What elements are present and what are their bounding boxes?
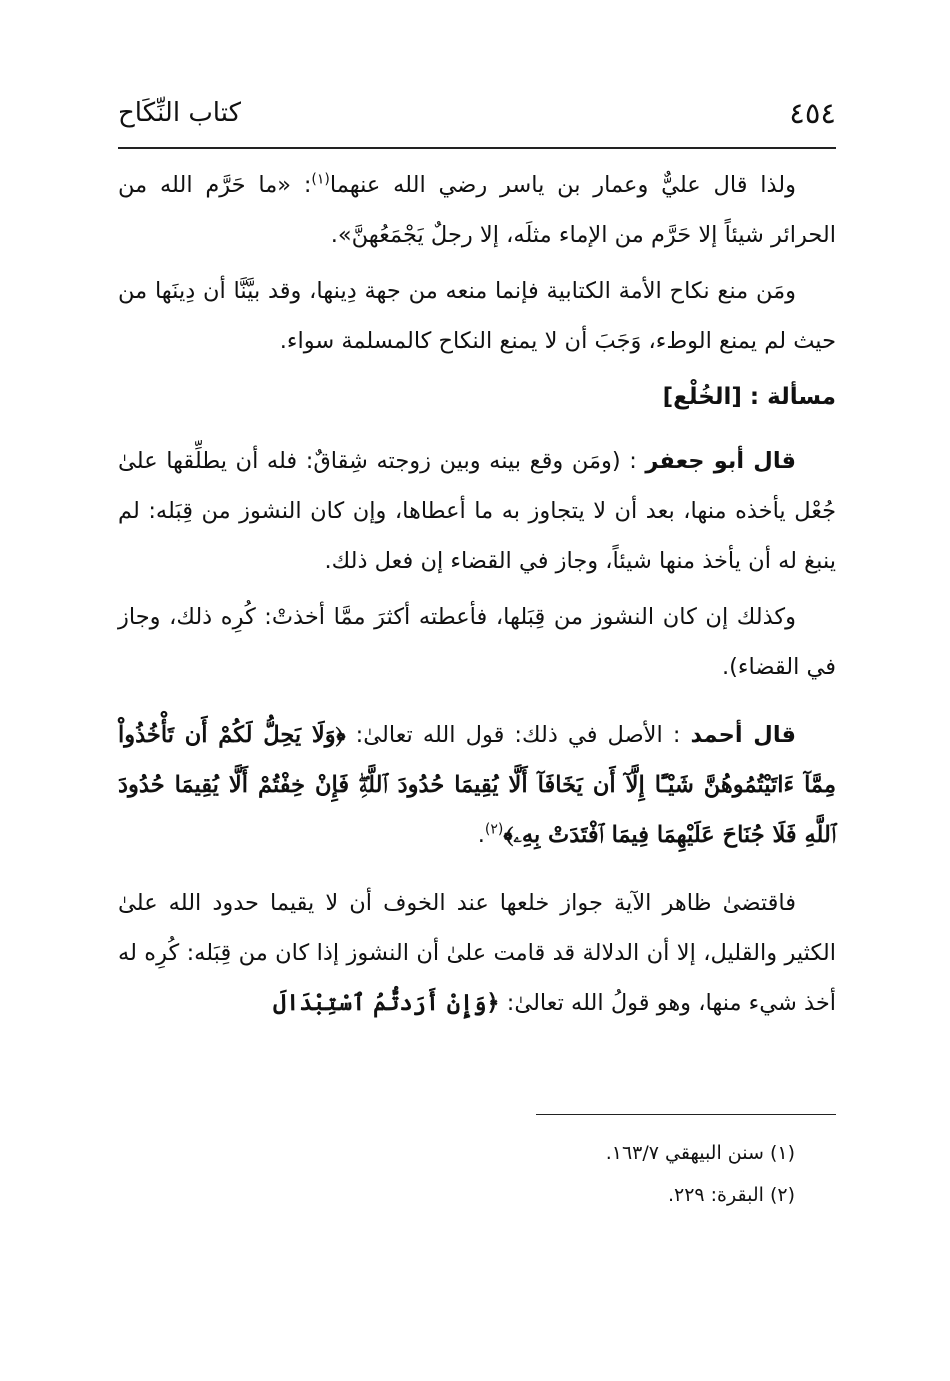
paragraph-5-text-b: . [477, 822, 485, 848]
quran-verse-2: ﴿وَإِنْ أَرَدتُّمُ ٱسْتِبْدَالَ [272, 990, 500, 1016]
paragraph-2: ومَن منع نكاح الأمة الكتابية فإنما منعه من جهة دِينها، وقد بيَّنَّا أن دِينَها من حيث لم يمنع الوطء، وَجَبَ أن لا يمنع النكاح كالمسلمة سواء. [118, 278, 836, 354]
quran-verse-1: ﴿وَلَا يَحِلُّ لَكُمْ أَن تَأْخُذُواْ مِمَّآ ءَاتَيْتُمُوهُنَّ شَيْـًٔا إِلَّآ أَن يَخَافَآ أَلَّا يُقِيمَا حُدُودَ ٱللَّهِۖ فَإِنْ خِفْتُمْ أَلَّا يُقِيمَا حُدُودَ ٱللَّهِ فَلَا جُنَاحَ عَلَيْهِمَا فِيمَا ٱفْتَدَتْ بِهِۦ﴾ [118, 722, 836, 848]
footnote-ref-2: (٢) [484, 821, 504, 838]
paragraph-5 [118, 710, 836, 860]
paragraph-5-text-a: : الأصل في ذلك: قول الله تعالىٰ: [355, 722, 681, 748]
main-text [118, 160, 836, 1028]
section-heading [118, 372, 836, 422]
heading-title: [الخُلْع] [662, 384, 742, 410]
speaker-ahmad: قال أحمد [690, 722, 797, 748]
paragraph-1 [118, 160, 836, 260]
page-header [118, 92, 836, 142]
footnotes [295, 1132, 795, 1216]
footnote-1: (١) سنن البيهقي ١٦٣/٧. [605, 1142, 795, 1164]
footnote-ref-1: (١) [311, 171, 330, 188]
heading-prefix: مسألة : [749, 384, 836, 410]
speaker-abu-jafar: قال أبو جعفر [645, 448, 797, 474]
footnote-2: (٢) البقرة: ٢٢٩. [667, 1184, 795, 1206]
page-number: ٤٥٤ [789, 96, 836, 130]
running-title: كتاب النِّكَاح [118, 98, 241, 128]
footnote-divider [536, 1114, 836, 1115]
paragraph-1-text-a: ولذا قال عليٌّ وعمار بن ياسر رضي الله عنهما [329, 172, 797, 198]
paragraph-3 [118, 436, 836, 586]
paragraph-6 [118, 878, 836, 1028]
paragraph-4: وكذلك إن كان النشوز من قِبَلها، فأعطته أكثرَ ممَّا أخذتْ: كُرِه ذلك، وجاز في القضاء). [118, 604, 836, 680]
paragraph-6-text: فاقتضىٰ ظاهر الآية جواز خلعها عند الخوف أن لا يقيما حدود الله علىٰ الكثير والقليل، إلا أن الدلالة قد قامت علىٰ أن النشوز إذا كان من قِبَله: كُرِه له أخذ شيء منها، وهو قولُ الله تعالىٰ: [118, 890, 836, 1016]
paragraph-1-text-b: : «ما حَرَّم الله من الحرائر شيئاً إلا حَرَّم من الإماء مثلَه، إلا رجلٌ يَجْمَعُهنَّ». [118, 172, 836, 248]
paragraph-3-text: : (ومَن وقع بينه وبين زوجته شِقاقٌ: فله أن يطلِّقها علىٰ جُعْل يأخذه منها، بعد أن لا يتجاوز به ما أعطاها، وإن كان النشوز من قِبَله: لم ينبغ له أن يأخذ منها شيئاً، وجاز في القضاء إن فعل ذلك. [118, 448, 836, 574]
header-divider [118, 147, 836, 149]
